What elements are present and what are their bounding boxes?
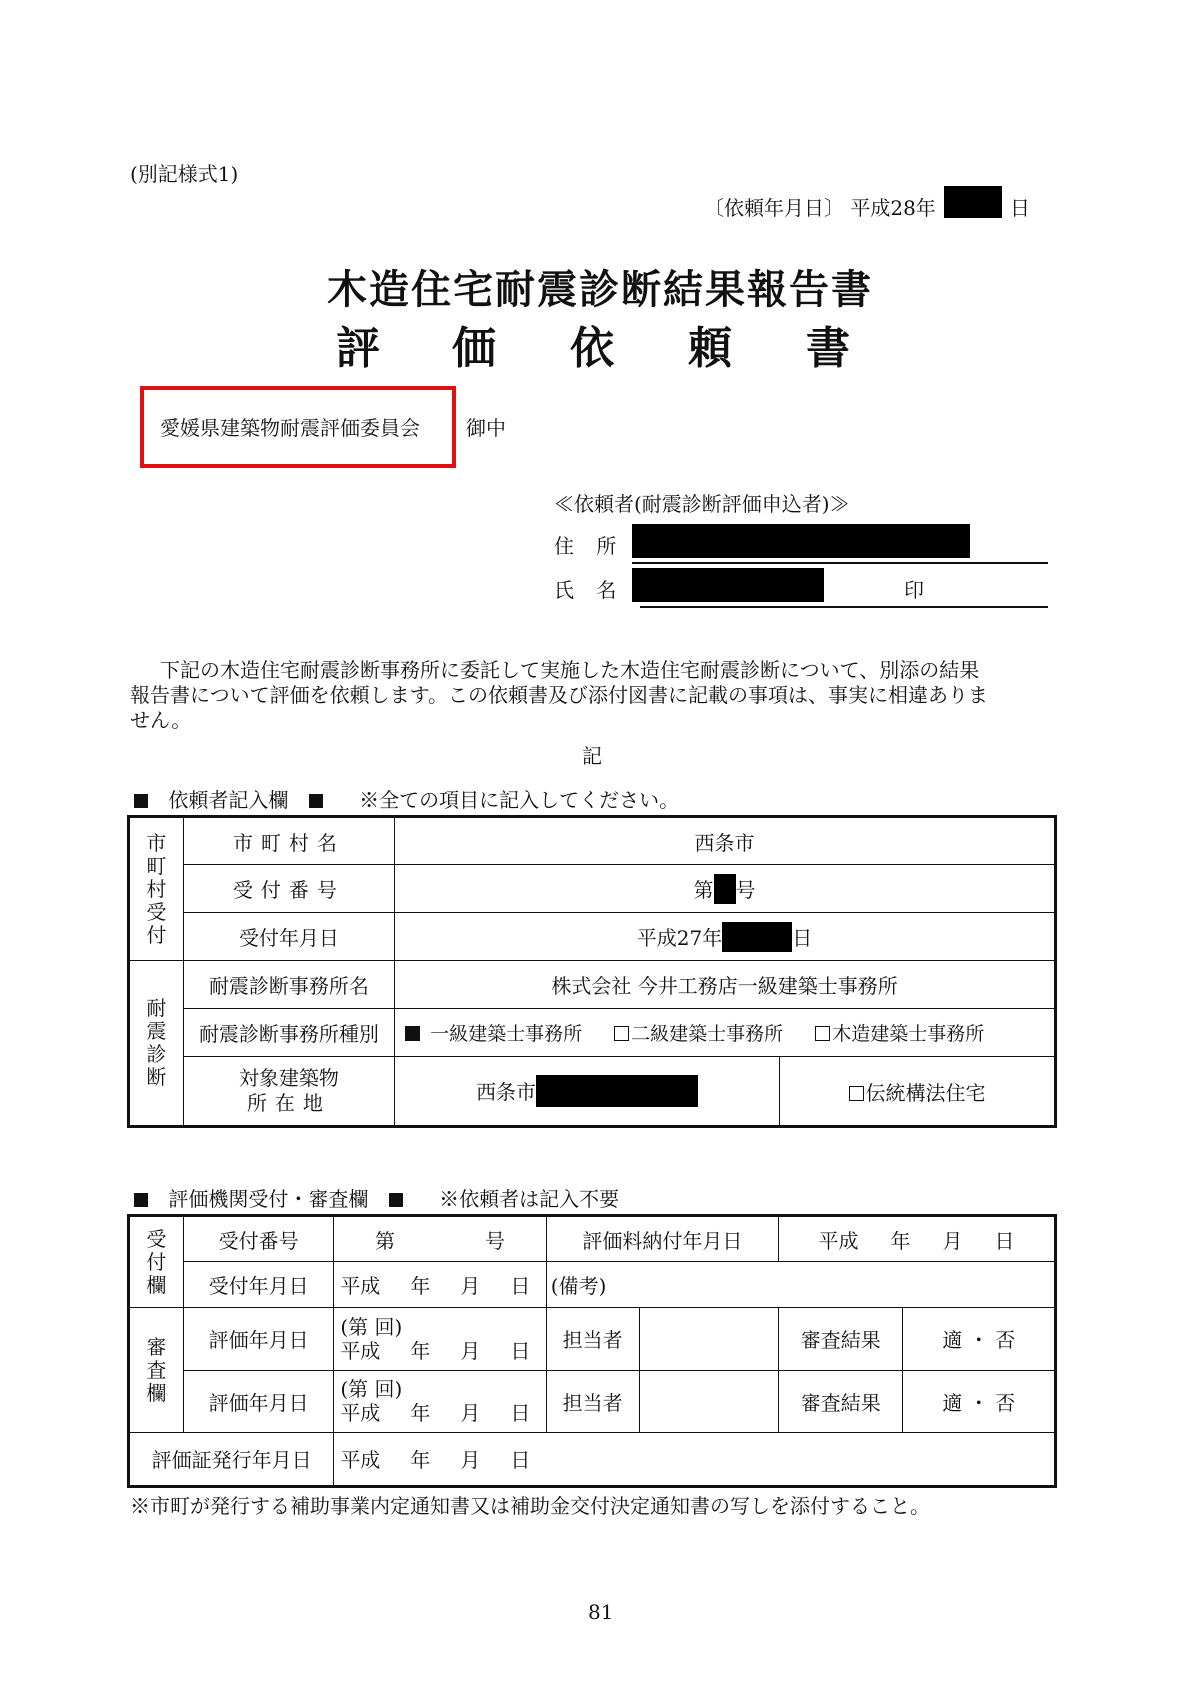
- nichi: 日: [510, 1401, 531, 1426]
- t2-result-label-1: 審査結果: [778, 1308, 903, 1370]
- title-line1: 木造住宅耐震診断結果報告書: [327, 267, 873, 313]
- seal-mark: 印: [904, 578, 924, 602]
- square-bullet-icon: [134, 794, 148, 808]
- heisei: 平成: [818, 1228, 859, 1253]
- office-type-option-3: 木造建築士事務所: [832, 1023, 985, 1045]
- t2-cert-date: [334, 1432, 1056, 1486]
- redaction: [944, 186, 1002, 218]
- review-table: [127, 1214, 1057, 1488]
- nichi: 日: [510, 1448, 531, 1473]
- office-name-label: 耐震診断事務所名: [183, 961, 394, 1009]
- heisei: 平成: [340, 1401, 381, 1426]
- round-label: (第 回): [340, 1377, 403, 1402]
- location-value-prefix: 西条市: [476, 1080, 537, 1104]
- gatsu: 月: [460, 1338, 481, 1363]
- round-label: (第 回): [340, 1314, 403, 1339]
- redaction: [536, 1075, 698, 1107]
- t2-eval-date-label-1: 評価年月日: [183, 1308, 333, 1370]
- group-label-municipal: 市 町 村 受 付: [129, 817, 184, 961]
- receipt-no-prefix: 第: [693, 877, 714, 902]
- redaction: [632, 524, 970, 558]
- checkbox-icon[interactable]: [815, 1026, 830, 1041]
- traditional-construction: [780, 1057, 1056, 1127]
- nen: 年: [410, 1401, 431, 1426]
- t2-result-label-2: 審査結果: [778, 1370, 903, 1432]
- nen: 年: [410, 1448, 431, 1473]
- nichi: 日: [510, 1274, 531, 1299]
- t2-eval-date-1: [334, 1308, 546, 1370]
- dai: 第: [375, 1228, 396, 1253]
- request-date-day: 日: [1010, 196, 1030, 220]
- page-number: 81: [588, 1600, 614, 1624]
- gatsu: 月: [942, 1228, 963, 1253]
- location-label-2: 所在地: [246, 1091, 331, 1115]
- t2-person-value-2: [639, 1370, 778, 1432]
- body-text-line-3: せん。: [130, 708, 192, 732]
- location-label: [183, 1057, 394, 1127]
- receipt-date-label: 受付年月日: [183, 913, 394, 961]
- requester-heading: ≪依頼者(耐震診断評価申込者)≫: [554, 492, 850, 516]
- office-type-label: 耐震診断事務所種別: [183, 1009, 394, 1057]
- addressee-suffix: 御中: [466, 416, 506, 440]
- footnote: ※市町が発行する補助事業内定通知書又は補助金交付決定通知書の写しを添付すること。: [130, 1494, 930, 1518]
- nichi: 日: [510, 1338, 531, 1363]
- t2-person-label-2: 担当者: [546, 1370, 639, 1432]
- section1-title: 依頼者記入欄: [168, 788, 289, 812]
- municipality-label: 市町村名: [183, 817, 394, 865]
- t2-eval-date-label-2: 評価年月日: [183, 1370, 333, 1432]
- group-label-review: 審 査 欄: [129, 1308, 184, 1432]
- heisei: 平成: [340, 1448, 381, 1473]
- gatsu: 月: [460, 1448, 481, 1473]
- t2-fee-date: [778, 1216, 1055, 1262]
- office-type-option-1: 一級建築士事務所: [430, 1023, 583, 1045]
- title-char-1: 評: [336, 323, 380, 374]
- section1-note: ※全ての項目に記入してください。: [359, 788, 680, 812]
- heisei: 平成: [340, 1274, 381, 1299]
- office-name-value: 株式会社 今井工務店一級建築士事務所: [395, 961, 1056, 1009]
- name-underline: [640, 606, 1048, 608]
- heisei: 平成: [340, 1338, 381, 1363]
- receipt-date-prefix: 平成27年: [636, 925, 723, 950]
- title-char-5: 書: [806, 323, 850, 374]
- square-bullet-icon: [309, 794, 323, 808]
- title-char-2: 価: [452, 323, 496, 374]
- square-bullet-icon: [389, 1193, 403, 1207]
- checkbox-icon[interactable]: [849, 1086, 864, 1101]
- location-label-1: 対象建築物: [238, 1066, 339, 1090]
- receipt-no-suffix: 号: [735, 877, 756, 902]
- nen: 年: [410, 1274, 431, 1299]
- redaction: [722, 922, 792, 952]
- address-label: 住 所: [554, 534, 625, 558]
- receipt-date-suffix: 日: [792, 925, 813, 950]
- group-label-diagnosis: 耐 震 診 断: [129, 961, 184, 1127]
- office-type-options: [395, 1009, 1056, 1057]
- t2-person-label-1: 担当者: [546, 1308, 639, 1370]
- group-label-receipt: 受 付 欄: [129, 1216, 184, 1308]
- t2-cert-date-label: 評価証発行年月日: [129, 1432, 334, 1486]
- section1-heading: [134, 784, 679, 813]
- redaction: [714, 874, 736, 904]
- square-bullet-icon: [134, 1193, 148, 1207]
- name-label: 氏 名: [554, 578, 625, 602]
- addressee: 愛媛県建築物耐震評価委員会: [160, 416, 420, 440]
- section2-title: 評価機関受付・審査欄: [168, 1187, 369, 1211]
- checkbox-icon[interactable]: [614, 1026, 629, 1041]
- address-underline: [632, 562, 1048, 564]
- section2-heading: [134, 1183, 619, 1212]
- t2-receipt-no-cell: [334, 1216, 546, 1262]
- section2-note: ※依頼者は記入不要: [439, 1187, 620, 1211]
- form-id: (別記様式1): [130, 162, 239, 186]
- t2-remarks: (備考): [546, 1262, 1055, 1308]
- checkbox-checked-icon[interactable]: [405, 1026, 420, 1041]
- t2-person-value-1: [639, 1308, 778, 1370]
- title-char-3: 依: [570, 323, 614, 374]
- office-type-option-2: 二級建築士事務所: [631, 1023, 784, 1045]
- t2-receipt-date: [334, 1262, 546, 1308]
- ki-mark: 記: [582, 744, 602, 768]
- municipality-value: 西条市: [395, 817, 1056, 865]
- location-value: [395, 1057, 780, 1127]
- gatsu: 月: [460, 1274, 481, 1299]
- t2-result-value-2: 適 ・ 否: [903, 1370, 1056, 1432]
- redaction: [632, 568, 824, 602]
- nichi: 日: [994, 1228, 1015, 1253]
- receipt-date-cell: [395, 913, 1056, 961]
- t2-eval-date-2: [334, 1370, 546, 1432]
- receipt-no-cell: [395, 865, 1056, 913]
- t2-result-value-1: 適 ・ 否: [903, 1308, 1056, 1370]
- requester-table: [127, 815, 1057, 1128]
- t2-receipt-date-label: 受付年月日: [183, 1262, 333, 1308]
- go: 号: [485, 1228, 506, 1253]
- body-text-line-2: 報告書について評価を依頼します。この依頼書及び添付図書に記載の事項は、事実に相違ありま: [130, 683, 988, 707]
- nen: 年: [890, 1228, 911, 1253]
- t2-fee-label: 評価料納付年月日: [546, 1216, 778, 1262]
- request-date-label: 〔依頼年月日〕 平成28年: [704, 196, 936, 220]
- traditional-label: 伝統構法住宅: [865, 1080, 986, 1105]
- nen: 年: [410, 1338, 431, 1363]
- t2-receipt-no-label: 受付番号: [183, 1216, 333, 1262]
- gatsu: 月: [460, 1401, 481, 1426]
- body-text-line-1: 下記の木造住宅耐震診断事務所に委託して実施した木造住宅耐震診断について、別添の結果: [160, 658, 980, 682]
- receipt-no-label: 受付番号: [183, 865, 394, 913]
- title-char-4: 頼: [688, 323, 732, 374]
